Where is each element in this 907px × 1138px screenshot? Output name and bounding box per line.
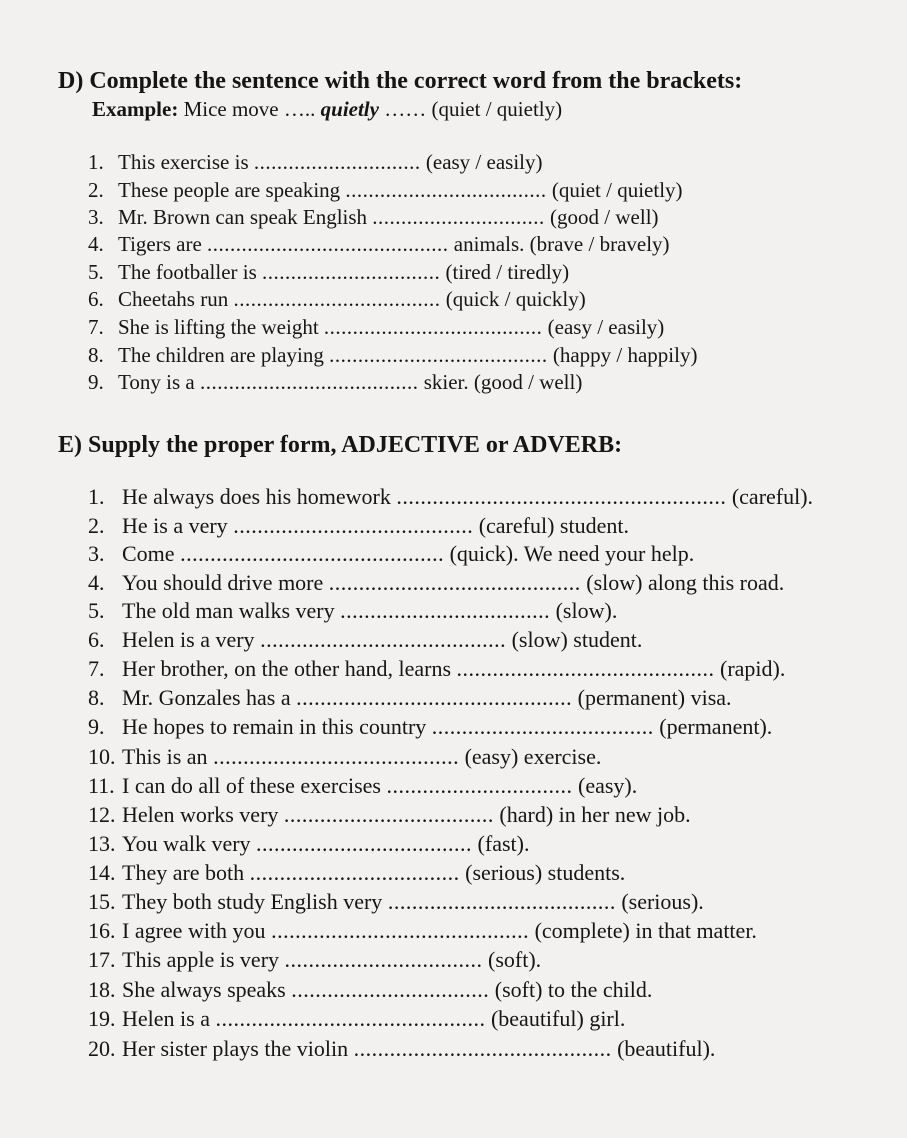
item-number: 20. bbox=[88, 1036, 116, 1061]
item-hint: (quick). We need your help. bbox=[449, 541, 695, 566]
answer-blank[interactable]: .................................... bbox=[256, 831, 473, 856]
answer-blank[interactable]: ................................. bbox=[291, 977, 490, 1002]
answer-blank[interactable]: ..................................... bbox=[431, 714, 654, 739]
example-answer: quietly bbox=[320, 97, 379, 121]
item-number: 19. bbox=[88, 1006, 116, 1031]
item-number: 18. bbox=[88, 977, 116, 1002]
item-text: I can do all of these exercises bbox=[122, 773, 381, 798]
item-number: 1. bbox=[88, 484, 105, 509]
item-text: She always speaks bbox=[122, 977, 286, 1002]
item-hint: (permanent). bbox=[659, 714, 773, 739]
item-number: 3. bbox=[88, 205, 104, 229]
answer-blank[interactable]: ........................................... bbox=[271, 918, 530, 943]
item-hint: (hard) in her new job. bbox=[499, 802, 691, 827]
item-number: 2. bbox=[88, 178, 104, 202]
item-hint: (good / well) bbox=[550, 205, 659, 229]
list-item bbox=[88, 862, 625, 884]
item-text: Helen is a very bbox=[122, 627, 255, 652]
item-number: 5. bbox=[88, 260, 104, 284]
item-text: She is lifting the weight bbox=[118, 315, 319, 339]
item-hint: (quick / quickly) bbox=[445, 287, 586, 311]
answer-blank[interactable]: ...................................... bbox=[387, 889, 616, 914]
answer-blank[interactable]: ................................... bbox=[340, 598, 551, 623]
item-text: They both study English very bbox=[122, 889, 383, 914]
list-item bbox=[88, 658, 785, 680]
answer-blank[interactable]: ............................. bbox=[253, 150, 421, 174]
list-item bbox=[88, 600, 617, 622]
item-text: I agree with you bbox=[122, 918, 266, 943]
item-hint: skier. (good / well) bbox=[423, 370, 583, 394]
item-text: Come bbox=[122, 541, 175, 566]
item-number: 7. bbox=[88, 656, 105, 681]
list-item bbox=[88, 372, 582, 393]
item-hint: (easy) exercise. bbox=[464, 744, 602, 769]
item-number: 9. bbox=[88, 714, 105, 739]
item-text: You should drive more bbox=[122, 570, 324, 595]
list-item bbox=[88, 152, 543, 173]
example-line bbox=[92, 97, 562, 122]
item-hint: (fast). bbox=[477, 831, 530, 856]
example-after: …… (quiet / quietly) bbox=[384, 97, 563, 121]
answer-blank[interactable]: ....................................................... bbox=[396, 484, 727, 509]
answer-blank[interactable]: ............................... bbox=[386, 773, 573, 798]
item-number: 13. bbox=[88, 831, 116, 856]
list-item bbox=[88, 804, 691, 826]
item-text: Helen is a bbox=[122, 1006, 210, 1031]
item-number: 3. bbox=[88, 541, 105, 566]
item-number: 4. bbox=[88, 570, 105, 595]
item-hint: (soft) to the child. bbox=[494, 977, 653, 1002]
answer-blank[interactable]: ................................... bbox=[283, 802, 494, 827]
list-item bbox=[88, 180, 683, 201]
item-hint: (easy / easily) bbox=[547, 315, 665, 339]
item-text: He hopes to remain in this country bbox=[122, 714, 427, 739]
list-item bbox=[88, 543, 694, 565]
answer-blank[interactable]: ................................... bbox=[345, 178, 547, 202]
answer-blank[interactable]: .......................................... bbox=[207, 232, 449, 256]
item-number: 16. bbox=[88, 918, 116, 943]
answer-blank[interactable]: ............................................ bbox=[180, 541, 445, 566]
item-hint: (easy). bbox=[578, 773, 638, 798]
item-text: He is a very bbox=[122, 513, 228, 538]
list-item bbox=[88, 891, 704, 913]
item-hint: (serious). bbox=[621, 889, 704, 914]
item-hint: (soft). bbox=[488, 947, 542, 972]
list-item bbox=[88, 746, 601, 768]
item-text: The children are playing bbox=[118, 343, 324, 367]
section-e-heading: E) Supply the proper form, ADJECTIVE or ADVERB: bbox=[58, 432, 623, 458]
item-hint: (serious) students. bbox=[465, 860, 626, 885]
list-item bbox=[88, 234, 670, 255]
example-before: Mice move ….. bbox=[183, 97, 316, 121]
list-item bbox=[88, 833, 529, 855]
answer-blank[interactable]: ........................................ bbox=[233, 513, 474, 538]
item-hint: (permanent) visa. bbox=[577, 685, 732, 710]
item-hint: (slow) along this road. bbox=[586, 570, 785, 595]
answer-blank[interactable]: ........................................... bbox=[353, 1036, 612, 1061]
answer-blank[interactable]: ................................. bbox=[284, 947, 483, 972]
item-hint: (slow) student. bbox=[511, 627, 643, 652]
item-text: The footballer is bbox=[118, 260, 257, 284]
item-number: 15. bbox=[88, 889, 116, 914]
item-text: The old man walks very bbox=[122, 598, 335, 623]
list-item bbox=[88, 775, 637, 797]
item-hint: (complete) in that matter. bbox=[534, 918, 757, 943]
item-hint: (beautiful) girl. bbox=[490, 1006, 626, 1031]
answer-blank[interactable]: ...................................... bbox=[323, 315, 543, 339]
item-number: 11. bbox=[88, 773, 115, 798]
item-hint: (careful). bbox=[731, 484, 814, 509]
answer-blank[interactable]: .............................. bbox=[372, 205, 545, 229]
list-item bbox=[88, 716, 772, 738]
list-item bbox=[88, 687, 732, 709]
item-number: 6. bbox=[88, 627, 105, 652]
answer-blank[interactable]: ................................... bbox=[249, 860, 460, 885]
list-item bbox=[88, 979, 652, 1001]
item-hint: (careful) student. bbox=[478, 513, 629, 538]
item-text: He always does his homework bbox=[122, 484, 391, 509]
item-text: This exercise is bbox=[118, 150, 249, 174]
item-number: 7. bbox=[88, 315, 104, 339]
answer-blank[interactable]: ............................... bbox=[262, 260, 441, 284]
item-number: 17. bbox=[88, 947, 116, 972]
item-number: 14. bbox=[88, 860, 116, 885]
list-item bbox=[88, 1038, 715, 1060]
item-text: This apple is very bbox=[122, 947, 280, 972]
answer-blank[interactable]: ......................................... bbox=[260, 627, 507, 652]
item-hint: (beautiful). bbox=[617, 1036, 716, 1061]
list-item bbox=[88, 207, 659, 228]
answer-blank[interactable]: ...................................... bbox=[329, 343, 548, 367]
list-item bbox=[88, 262, 569, 283]
item-number: 12. bbox=[88, 802, 116, 827]
list-item bbox=[88, 289, 586, 310]
list-item bbox=[88, 629, 642, 651]
list-item bbox=[88, 486, 813, 508]
list-item bbox=[88, 345, 697, 366]
item-text: Mr. Gonzales has a bbox=[122, 685, 291, 710]
answer-blank[interactable]: .................................... bbox=[233, 287, 441, 311]
item-number: 5. bbox=[88, 598, 105, 623]
list-item bbox=[88, 1008, 625, 1030]
answer-blank[interactable]: ............................................. bbox=[215, 1006, 486, 1031]
item-hint: (happy / happily) bbox=[552, 343, 698, 367]
answer-blank[interactable]: .............................................. bbox=[296, 685, 573, 710]
list-item bbox=[88, 317, 664, 338]
section-d-heading: D) Complete the sentence with the correct word from the brackets: bbox=[58, 68, 743, 94]
item-hint: (rapid). bbox=[720, 656, 786, 681]
item-number: 9. bbox=[88, 370, 104, 394]
item-number: 8. bbox=[88, 343, 104, 367]
item-hint: (slow). bbox=[555, 598, 618, 623]
item-text: Mr. Brown can speak English bbox=[118, 205, 368, 229]
item-hint: (tired / tiredly) bbox=[445, 260, 570, 284]
answer-blank[interactable]: ...................................... bbox=[199, 370, 419, 394]
item-text: Tigers are bbox=[118, 232, 202, 256]
answer-blank[interactable]: .......................................... bbox=[328, 570, 581, 595]
item-text: This is an bbox=[122, 744, 208, 769]
list-item bbox=[88, 572, 784, 594]
item-text: Tony is a bbox=[118, 370, 195, 394]
example-label: Example: bbox=[92, 97, 179, 121]
item-text: You walk very bbox=[122, 831, 251, 856]
item-number: 4. bbox=[88, 232, 104, 256]
item-number: 10. bbox=[88, 744, 116, 769]
item-hint: animals. (brave / bravely) bbox=[453, 232, 670, 256]
item-text: Her sister plays the violin bbox=[122, 1036, 349, 1061]
list-item bbox=[88, 920, 757, 942]
answer-blank[interactable]: ........................................... bbox=[456, 656, 715, 681]
item-number: 2. bbox=[88, 513, 105, 538]
list-item bbox=[88, 949, 541, 971]
item-text: They are both bbox=[122, 860, 245, 885]
item-text: Her brother, on the other hand, learns bbox=[122, 656, 452, 681]
item-hint: (quiet / quietly) bbox=[551, 178, 683, 202]
answer-blank[interactable]: ......................................... bbox=[213, 744, 460, 769]
list-item bbox=[88, 515, 629, 537]
item-text: Cheetahs run bbox=[118, 287, 229, 311]
item-hint: (easy / easily) bbox=[425, 150, 543, 174]
item-text: Helen works very bbox=[122, 802, 279, 827]
item-text: These people are speaking bbox=[118, 178, 341, 202]
item-number: 6. bbox=[88, 287, 104, 311]
item-number: 1. bbox=[88, 150, 104, 174]
item-number: 8. bbox=[88, 685, 105, 710]
